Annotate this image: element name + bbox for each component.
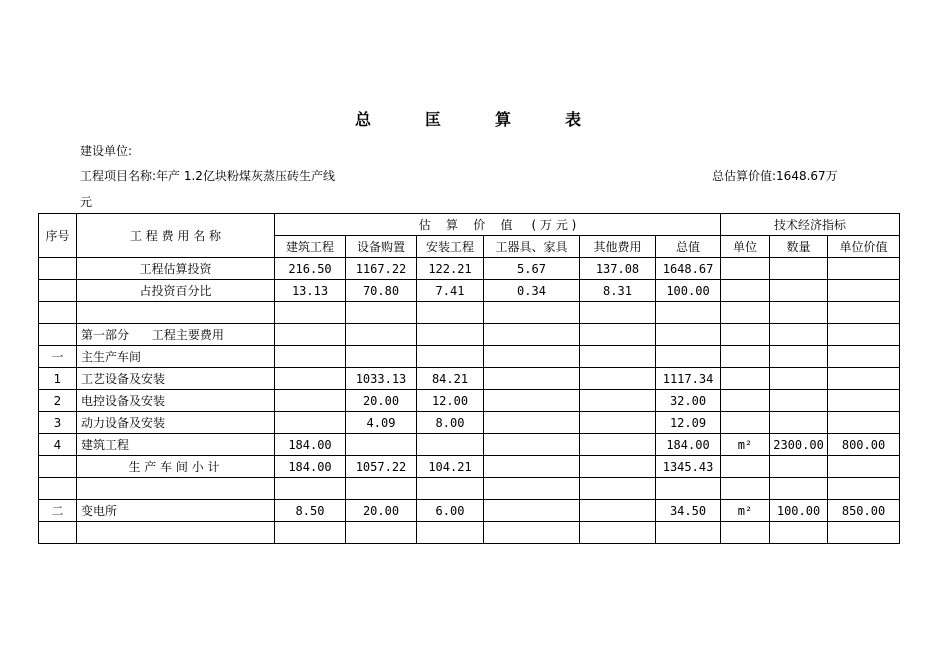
value-cell bbox=[656, 302, 721, 324]
subheader-cell: 单位 bbox=[721, 236, 770, 258]
value-cell: 1117.34 bbox=[656, 368, 721, 390]
value-cell bbox=[580, 500, 656, 522]
value-cell bbox=[721, 456, 770, 478]
seq-cell: 1 bbox=[39, 368, 77, 390]
value-cell bbox=[721, 368, 770, 390]
value-cell bbox=[484, 412, 580, 434]
seq-cell bbox=[39, 302, 77, 324]
seq-cell bbox=[39, 522, 77, 544]
value-cell bbox=[275, 390, 346, 412]
value-cell bbox=[770, 412, 828, 434]
subheader-cell: 单位价值 bbox=[828, 236, 900, 258]
table-row bbox=[39, 368, 900, 390]
table-row bbox=[39, 280, 900, 302]
value-cell bbox=[580, 434, 656, 456]
value-cell bbox=[346, 478, 417, 500]
value-cell: 7.41 bbox=[417, 280, 484, 302]
value-cell: 34.50 bbox=[656, 500, 721, 522]
value-cell: 0.34 bbox=[484, 280, 580, 302]
value-cell bbox=[417, 302, 484, 324]
value-cell bbox=[275, 478, 346, 500]
table-row bbox=[39, 434, 900, 456]
header-estimate-group: 估 算 价 值 ( 万 元 ) bbox=[275, 214, 721, 236]
value-cell: 6.00 bbox=[417, 500, 484, 522]
value-cell bbox=[275, 324, 346, 346]
title-char: 匡 bbox=[424, 110, 441, 129]
value-cell bbox=[828, 368, 900, 390]
value-cell bbox=[770, 368, 828, 390]
seq-cell bbox=[39, 478, 77, 500]
value-cell bbox=[484, 302, 580, 324]
item-name-cell: 变电所 bbox=[77, 500, 275, 522]
value-cell bbox=[275, 522, 346, 544]
value-cell bbox=[275, 302, 346, 324]
value-cell: 1345.43 bbox=[656, 456, 721, 478]
value-cell: 800.00 bbox=[828, 434, 900, 456]
item-name-cell: 动力设备及安装 bbox=[77, 412, 275, 434]
document-title bbox=[0, 107, 936, 130]
seq-cell bbox=[39, 456, 77, 478]
value-cell: 5.67 bbox=[484, 258, 580, 280]
value-cell bbox=[770, 302, 828, 324]
value-cell: 1167.22 bbox=[346, 258, 417, 280]
value-cell bbox=[484, 478, 580, 500]
value-cell bbox=[417, 346, 484, 368]
value-cell bbox=[275, 368, 346, 390]
budget-table bbox=[38, 213, 900, 544]
table-row bbox=[39, 258, 900, 280]
value-cell bbox=[828, 324, 900, 346]
value-cell bbox=[721, 280, 770, 302]
value-cell bbox=[656, 478, 721, 500]
subheader-cell: 安装工程 bbox=[417, 236, 484, 258]
value-cell bbox=[721, 522, 770, 544]
value-cell: 122.21 bbox=[417, 258, 484, 280]
subheader-cell: 总值 bbox=[656, 236, 721, 258]
value-cell bbox=[417, 434, 484, 456]
value-cell bbox=[770, 280, 828, 302]
table-row bbox=[39, 346, 900, 368]
value-cell bbox=[721, 478, 770, 500]
value-cell: 32.00 bbox=[656, 390, 721, 412]
subheader-cell: 工器具、家具 bbox=[484, 236, 580, 258]
value-cell bbox=[721, 412, 770, 434]
value-cell bbox=[770, 390, 828, 412]
value-cell: m² bbox=[721, 434, 770, 456]
value-cell bbox=[580, 456, 656, 478]
value-cell bbox=[484, 324, 580, 346]
item-name-cell: 工艺设备及安装 bbox=[77, 368, 275, 390]
value-cell bbox=[580, 324, 656, 346]
seq-cell bbox=[39, 280, 77, 302]
value-cell bbox=[828, 302, 900, 324]
value-cell bbox=[580, 390, 656, 412]
value-cell bbox=[721, 390, 770, 412]
table-row bbox=[39, 456, 900, 478]
title-char: 算 bbox=[495, 110, 512, 129]
value-cell bbox=[656, 324, 721, 346]
value-cell bbox=[484, 522, 580, 544]
value-cell bbox=[828, 522, 900, 544]
value-cell: m² bbox=[721, 500, 770, 522]
seq-cell: 4 bbox=[39, 434, 77, 456]
value-cell bbox=[580, 368, 656, 390]
value-cell: 20.00 bbox=[346, 500, 417, 522]
value-cell bbox=[580, 478, 656, 500]
value-cell bbox=[484, 368, 580, 390]
value-cell bbox=[484, 434, 580, 456]
value-cell bbox=[580, 412, 656, 434]
value-cell: 850.00 bbox=[828, 500, 900, 522]
subheader-cell: 建筑工程 bbox=[275, 236, 346, 258]
construction-unit-label: 建设单位: bbox=[80, 144, 133, 158]
header-row-1 bbox=[39, 214, 900, 236]
value-cell bbox=[828, 390, 900, 412]
value-cell bbox=[656, 522, 721, 544]
value-cell bbox=[580, 302, 656, 324]
value-cell bbox=[484, 500, 580, 522]
value-cell bbox=[828, 412, 900, 434]
value-cell bbox=[656, 346, 721, 368]
value-cell bbox=[484, 346, 580, 368]
project-name-label: 工程项目名称:年产 1.2亿块粉煤灰蒸压砖生产线 bbox=[80, 169, 335, 183]
subheader-cell: 数量 bbox=[770, 236, 828, 258]
value-cell: 1648.67 bbox=[656, 258, 721, 280]
item-name-cell: 工程估算投资 bbox=[77, 258, 275, 280]
value-cell bbox=[770, 456, 828, 478]
value-cell bbox=[770, 324, 828, 346]
value-cell: 84.21 bbox=[417, 368, 484, 390]
value-cell bbox=[828, 280, 900, 302]
value-cell: 216.50 bbox=[275, 258, 346, 280]
seq-cell bbox=[39, 258, 77, 280]
value-cell bbox=[484, 456, 580, 478]
item-name-cell: 生 产 车 间 小 计 bbox=[77, 456, 275, 478]
header-seq: 序号 bbox=[39, 214, 77, 258]
value-cell bbox=[770, 346, 828, 368]
value-cell bbox=[828, 478, 900, 500]
header-tech-group: 技术经济指标 bbox=[721, 214, 900, 236]
value-cell bbox=[346, 522, 417, 544]
value-cell bbox=[721, 324, 770, 346]
subheader-cell: 设备购置 bbox=[346, 236, 417, 258]
table-row bbox=[39, 324, 900, 346]
value-cell bbox=[770, 478, 828, 500]
value-cell: 70.80 bbox=[346, 280, 417, 302]
value-cell bbox=[346, 434, 417, 456]
value-cell bbox=[417, 522, 484, 544]
value-cell bbox=[770, 522, 828, 544]
value-cell bbox=[721, 302, 770, 324]
value-cell: 104.21 bbox=[417, 456, 484, 478]
value-cell bbox=[770, 258, 828, 280]
total-estimate-label: 总估算价值:1648.67万 bbox=[712, 169, 838, 183]
value-cell: 184.00 bbox=[656, 434, 721, 456]
value-cell: 2300.00 bbox=[770, 434, 828, 456]
item-name-cell bbox=[77, 478, 275, 500]
value-cell bbox=[417, 324, 484, 346]
item-name-cell: 电控设备及安装 bbox=[77, 390, 275, 412]
value-cell bbox=[828, 258, 900, 280]
seq-cell: 3 bbox=[39, 412, 77, 434]
value-cell bbox=[484, 390, 580, 412]
value-cell: 137.08 bbox=[580, 258, 656, 280]
value-cell bbox=[721, 258, 770, 280]
value-cell: 184.00 bbox=[275, 434, 346, 456]
value-cell: 1033.13 bbox=[346, 368, 417, 390]
value-cell bbox=[417, 478, 484, 500]
table-body bbox=[39, 258, 900, 544]
header-name: 工 程 费 用 名 称 bbox=[77, 214, 275, 258]
value-cell: 8.31 bbox=[580, 280, 656, 302]
value-cell bbox=[580, 522, 656, 544]
value-cell: 12.00 bbox=[417, 390, 484, 412]
value-cell bbox=[346, 302, 417, 324]
table-row bbox=[39, 390, 900, 412]
value-cell bbox=[580, 346, 656, 368]
value-cell bbox=[346, 324, 417, 346]
value-cell: 8.00 bbox=[417, 412, 484, 434]
table-row bbox=[39, 412, 900, 434]
value-cell bbox=[275, 412, 346, 434]
value-cell: 100.00 bbox=[770, 500, 828, 522]
item-name-cell: 第一部分 工程主要费用 bbox=[77, 324, 275, 346]
value-cell: 184.00 bbox=[275, 456, 346, 478]
subheader-cell: 其他费用 bbox=[580, 236, 656, 258]
value-cell bbox=[828, 456, 900, 478]
value-cell: 20.00 bbox=[346, 390, 417, 412]
table-row bbox=[39, 500, 900, 522]
value-cell: 8.50 bbox=[275, 500, 346, 522]
value-cell bbox=[275, 346, 346, 368]
table-row bbox=[39, 522, 900, 544]
seq-cell: 2 bbox=[39, 390, 77, 412]
table-row bbox=[39, 302, 900, 324]
item-name-cell: 主生产车间 bbox=[77, 346, 275, 368]
title-char: 表 bbox=[565, 110, 582, 129]
seq-cell: 一 bbox=[39, 346, 77, 368]
value-cell bbox=[346, 346, 417, 368]
table-row bbox=[39, 478, 900, 500]
value-cell bbox=[721, 346, 770, 368]
value-cell: 100.00 bbox=[656, 280, 721, 302]
item-name-cell: 占投资百分比 bbox=[77, 280, 275, 302]
value-cell: 12.09 bbox=[656, 412, 721, 434]
item-name-cell bbox=[77, 522, 275, 544]
value-cell bbox=[828, 346, 900, 368]
item-name-cell bbox=[77, 302, 275, 324]
seq-cell: 二 bbox=[39, 500, 77, 522]
title-char: 总 bbox=[354, 110, 371, 129]
value-cell: 4.09 bbox=[346, 412, 417, 434]
item-name-cell: 建筑工程 bbox=[77, 434, 275, 456]
unit-yuan: 元 bbox=[80, 195, 93, 209]
value-cell: 1057.22 bbox=[346, 456, 417, 478]
seq-cell bbox=[39, 324, 77, 346]
value-cell: 13.13 bbox=[275, 280, 346, 302]
